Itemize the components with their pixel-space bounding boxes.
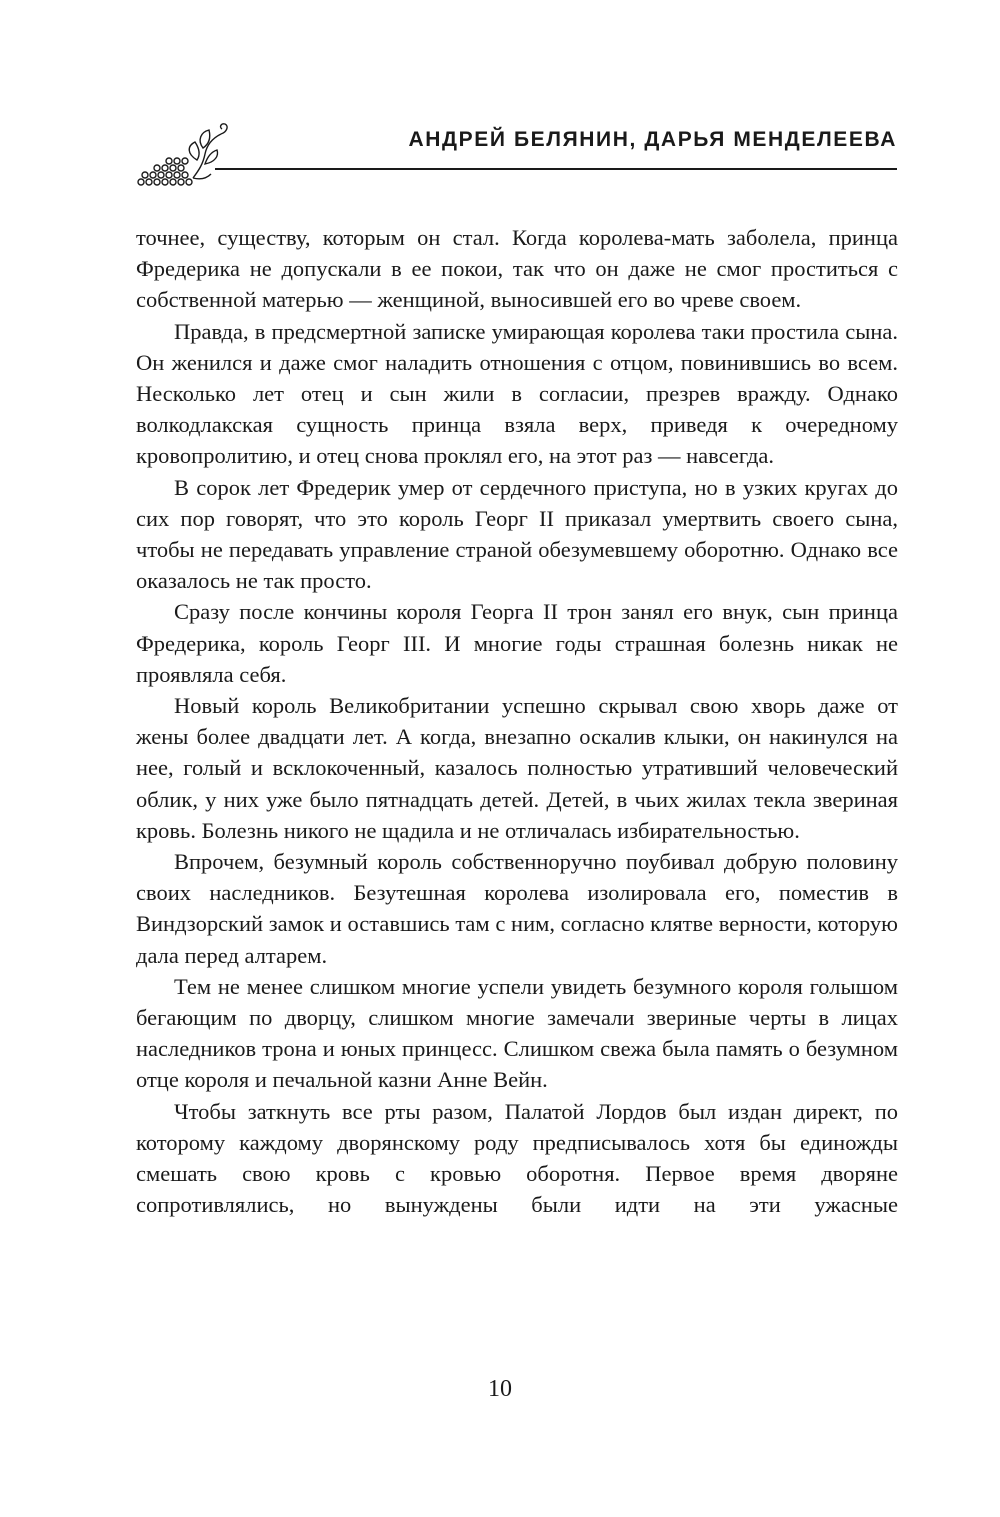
paragraph: Чтобы заткнуть все рты разом, Палатой Лордов был издан директ, по которому каждому дворянскому роду предписывалось хотя бы единожды смешать свою кровь с кровью оборотня. Первое время дворяне сопротивлялись, но вынуждены были идти на эти ужасные bbox=[136, 1098, 898, 1218]
paragraph: Сразу после кончины короля Георга II трон занял его внук, сын принца Фредерика, король Георг III. И многие годы страшная болезнь никак не проявляла себя. bbox=[136, 599, 898, 687]
paragraph: В сорок лет Фредерик умер от сердечного приступа, но в узких кругах до сих пор говорят, что это король Георг II приказал умертвить своего сына, чтобы не передавать управление страной обезумевшему оборотню. Однако все оказалось не так просто. bbox=[136, 474, 898, 594]
paragraph: Правда, в предсмертной записке умирающая королева таки простила сына. Он женился и даже смог наладить отношения с отцом, повинившись во всем. Несколько лет отец и сын жили в согласии, презрев вражду. Однако волкодлакская сущность принца взяла верх, приведя к очередному кровопролитию, и отец снова проклял его, на этот раз — навсегда. bbox=[136, 318, 898, 469]
paragraph: точнее, существу, которым он стал. Когда королева-мать заболела, принца Фредерика не допускали в ее покои, так что он даже не смог проститься с собственной матерью — женщиной, выносившей его во чреве своем. bbox=[136, 225, 898, 313]
paragraph: Тем не менее слишком многие успели увидеть безумного короля голышом бегающим по дворцу, слишком многие замечали звериные черты в лицах наследников трона и юных принцесс. Слишком свежа была память о безумном отце короля и печальной казни Анне Вейн. bbox=[136, 973, 898, 1093]
page-header bbox=[135, 120, 897, 190]
body-text bbox=[136, 222, 898, 1221]
paragraph: Новый король Великобритании успешно скрывал свою хворь даже от жены более двадцати лет. А когда, внезапно оскалив клыки, он накинулся на нее, голый и всклокоченный, казалось полностью утративший человеческий облик, у них уже было пятнадцать детей. Детей, в чьих жилах текла звериная кровь. Болезнь никого не щадила и не отличалась избирательностью. bbox=[136, 693, 898, 843]
header-rule bbox=[215, 168, 897, 170]
page-number: 10 bbox=[488, 1376, 512, 1402]
running-head-authors: АНДРЕЙ БЕЛЯНИН, ДАРЬЯ МЕНДЕЛЕЕВА bbox=[408, 128, 897, 151]
grape-vine-ornament-icon bbox=[135, 120, 230, 190]
paragraph: Впрочем, безумный король собственноручно поубивал добрую половину своих наследников. Безутешная королева изолировала его, поместив в Виндзорский замок и оставшись там с ним, согласно клятве верности, которую дала перед алтарем. bbox=[136, 849, 898, 968]
